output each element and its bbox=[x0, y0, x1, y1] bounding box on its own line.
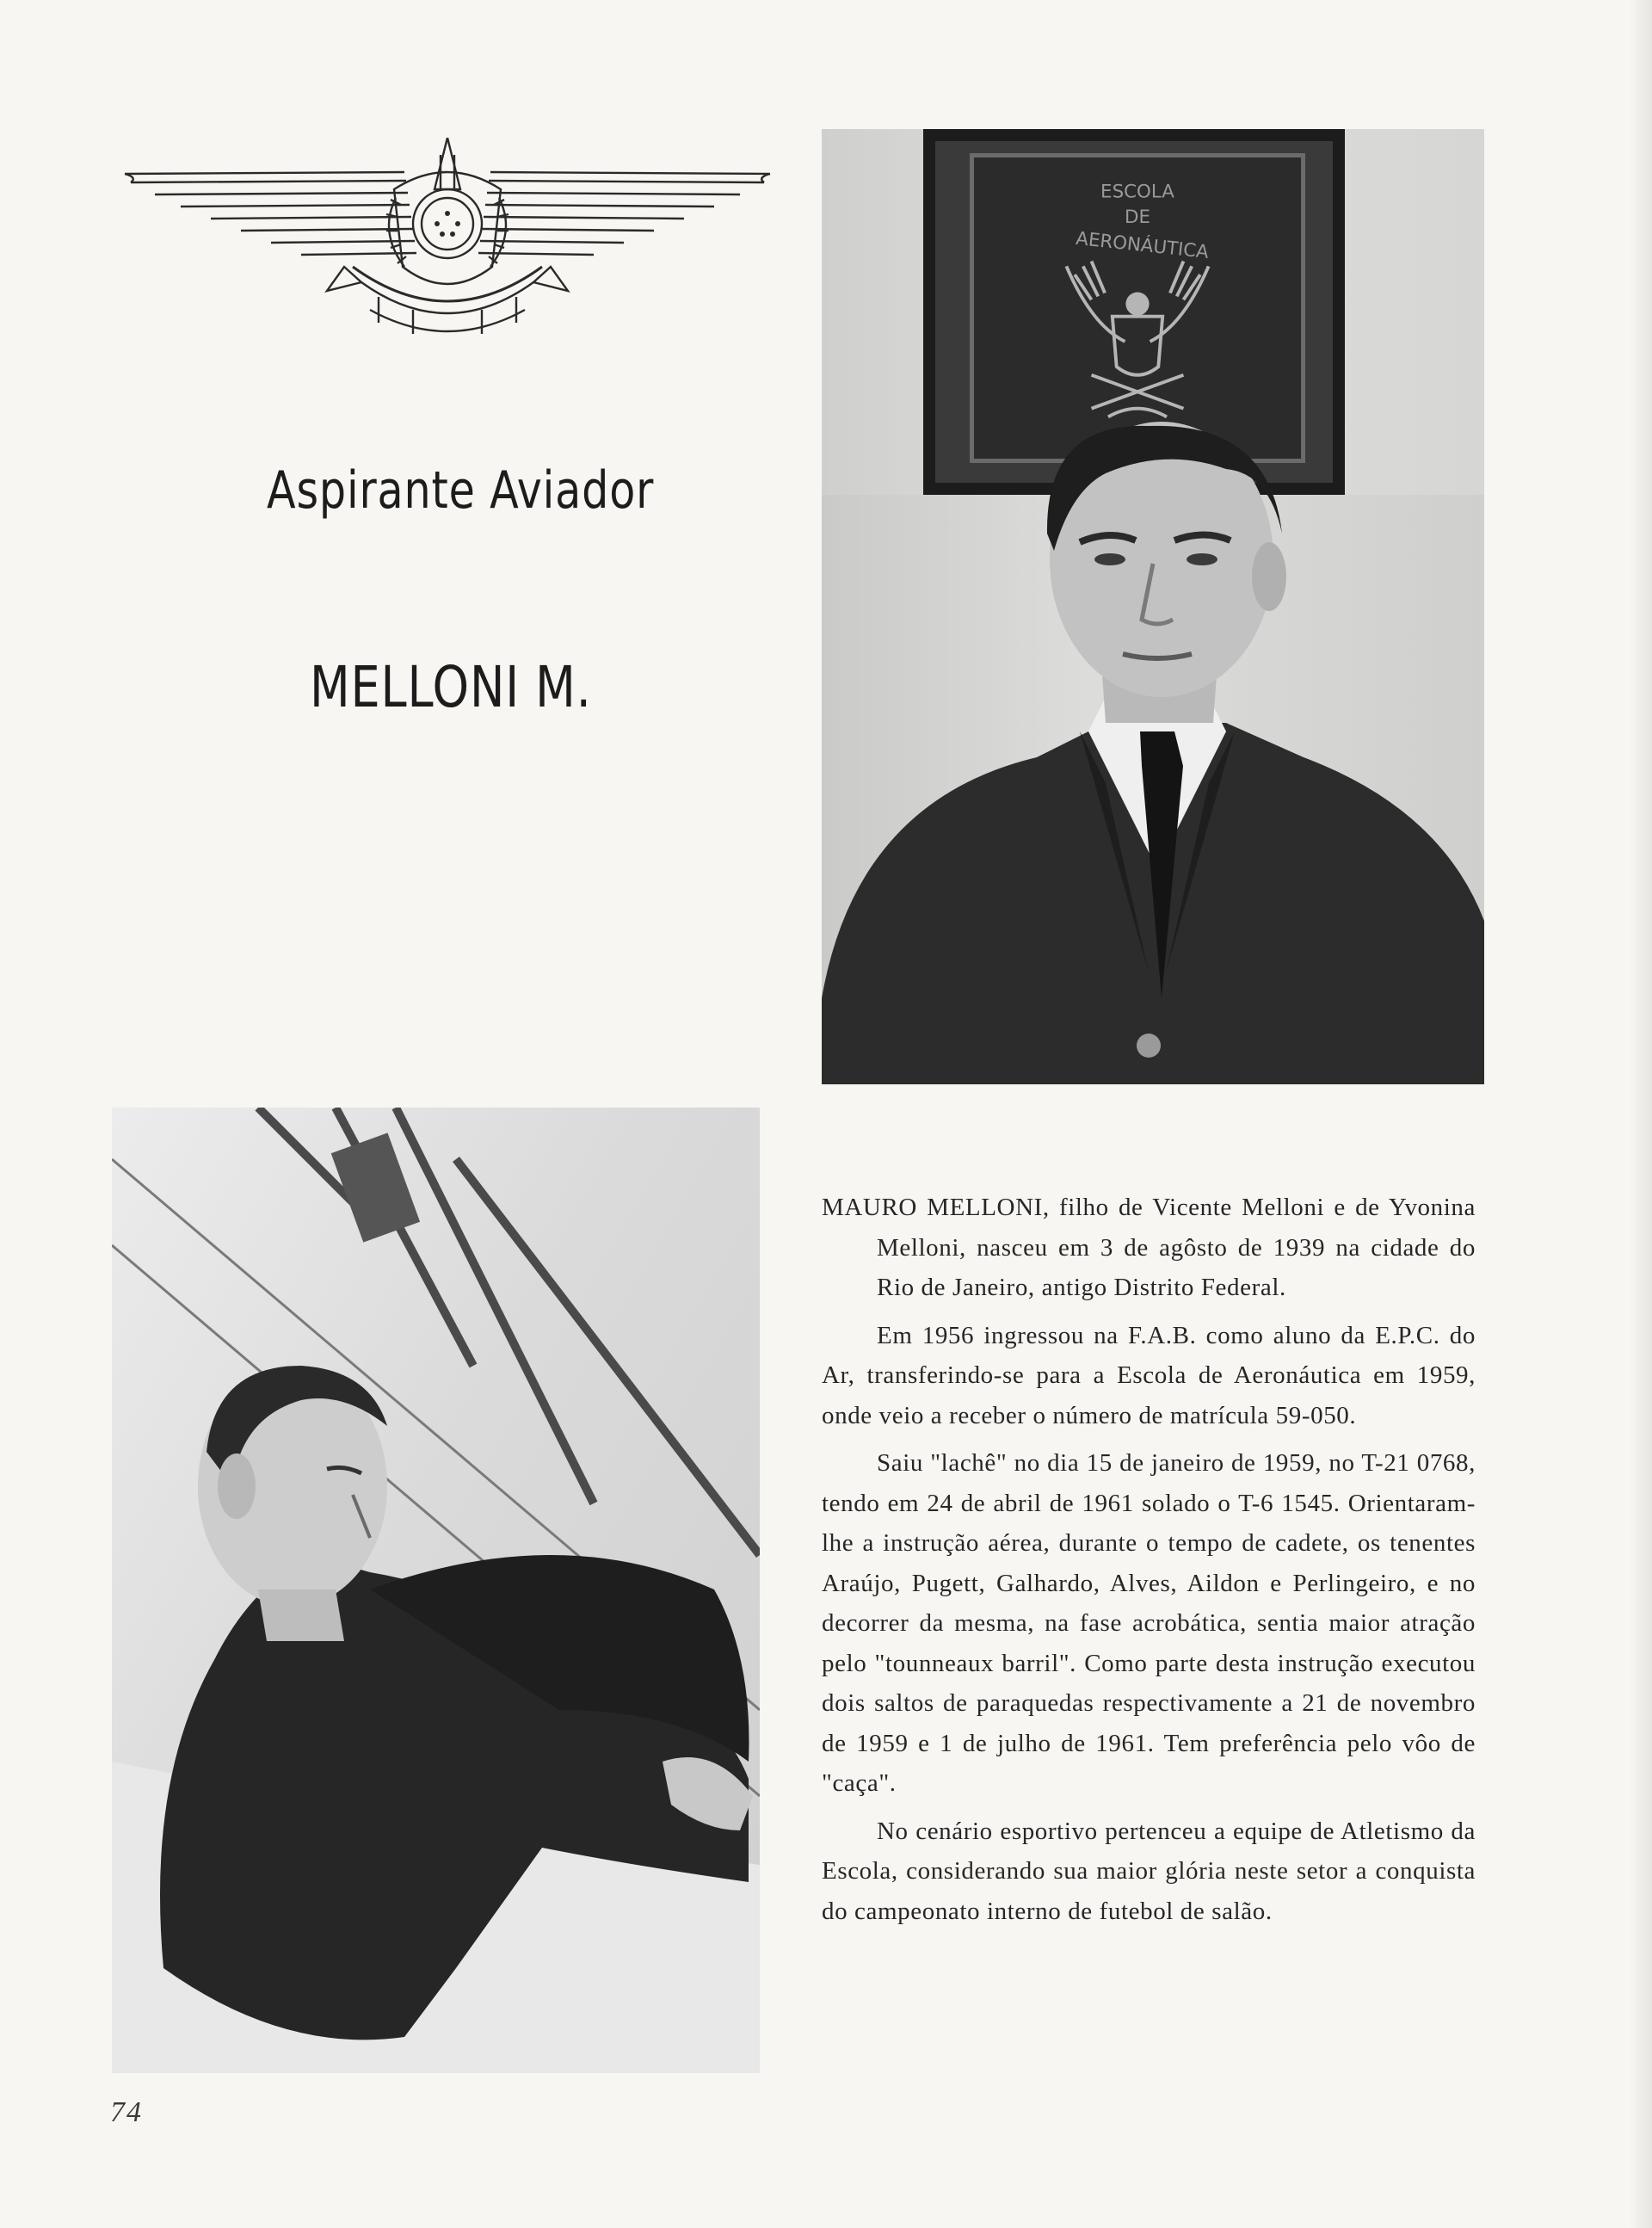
cockpit-photo-scene bbox=[112, 1108, 760, 2073]
biography-paragraph-4: No cenário esportivo pertenceu a equipe de Atletismo da Escola, considerando sua maior glória neste setor a conquista do campeonato interno de futebol de salão. bbox=[822, 1817, 1476, 1925]
cadet-portrait-figure bbox=[822, 129, 1484, 1084]
cockpit-photo bbox=[112, 1108, 760, 2073]
biography-paragraph-1: MAURO MELLONI, filho de Vicente Melloni e de Yvonina Melloni, nasceu em 3 de agôsto de 1939 na cidade do Rio de Janeiro, antigo Distrito Federal. bbox=[822, 1194, 1476, 1301]
page-number: 74 bbox=[110, 2096, 143, 2128]
biography-paragraph-3: Saiu "lachê" no dia 15 de janeiro de 1959, no T-21 0768, tendo em 24 de abril de 1961 solado o T-6 1545. Orientaram-lhe a instrução aérea, durante o tempo de cadete, os tenentes Araújo, Pugett, Galhardo, Alves, Aildon e Perlingeiro, e no decorrer da mesma, na fase acrobática, sentia maior atração pelo "tounneaux barril". Como parte desta instrução executou dois saltos de paraquedas respectivamente a 21 de novembro de 1959 e 1 de julho de 1961. Tem preferência pelo vôo de "caça". bbox=[822, 1449, 1476, 1797]
plaque-line-2: DE bbox=[1125, 206, 1150, 228]
biography-paragraph-2: Em 1956 ingressou na F.A.B. como aluno da E.P.C. do Ar, transferindo-se para a Escola de Aeronáutica em 1959, onde veio a receber o número de matrícula 59-050. bbox=[822, 1321, 1476, 1429]
rank-title: Aspirante Aviador bbox=[267, 460, 655, 521]
plaque-line-3: AERONÁUTICA bbox=[1075, 227, 1210, 263]
biography bbox=[822, 1188, 1476, 1939]
cadet-name: MELLONI M. bbox=[310, 654, 592, 720]
portrait-photo bbox=[822, 129, 1484, 1084]
air-force-wings-insignia bbox=[120, 138, 774, 344]
plaque-line-1: ESCOLA bbox=[1100, 181, 1174, 203]
